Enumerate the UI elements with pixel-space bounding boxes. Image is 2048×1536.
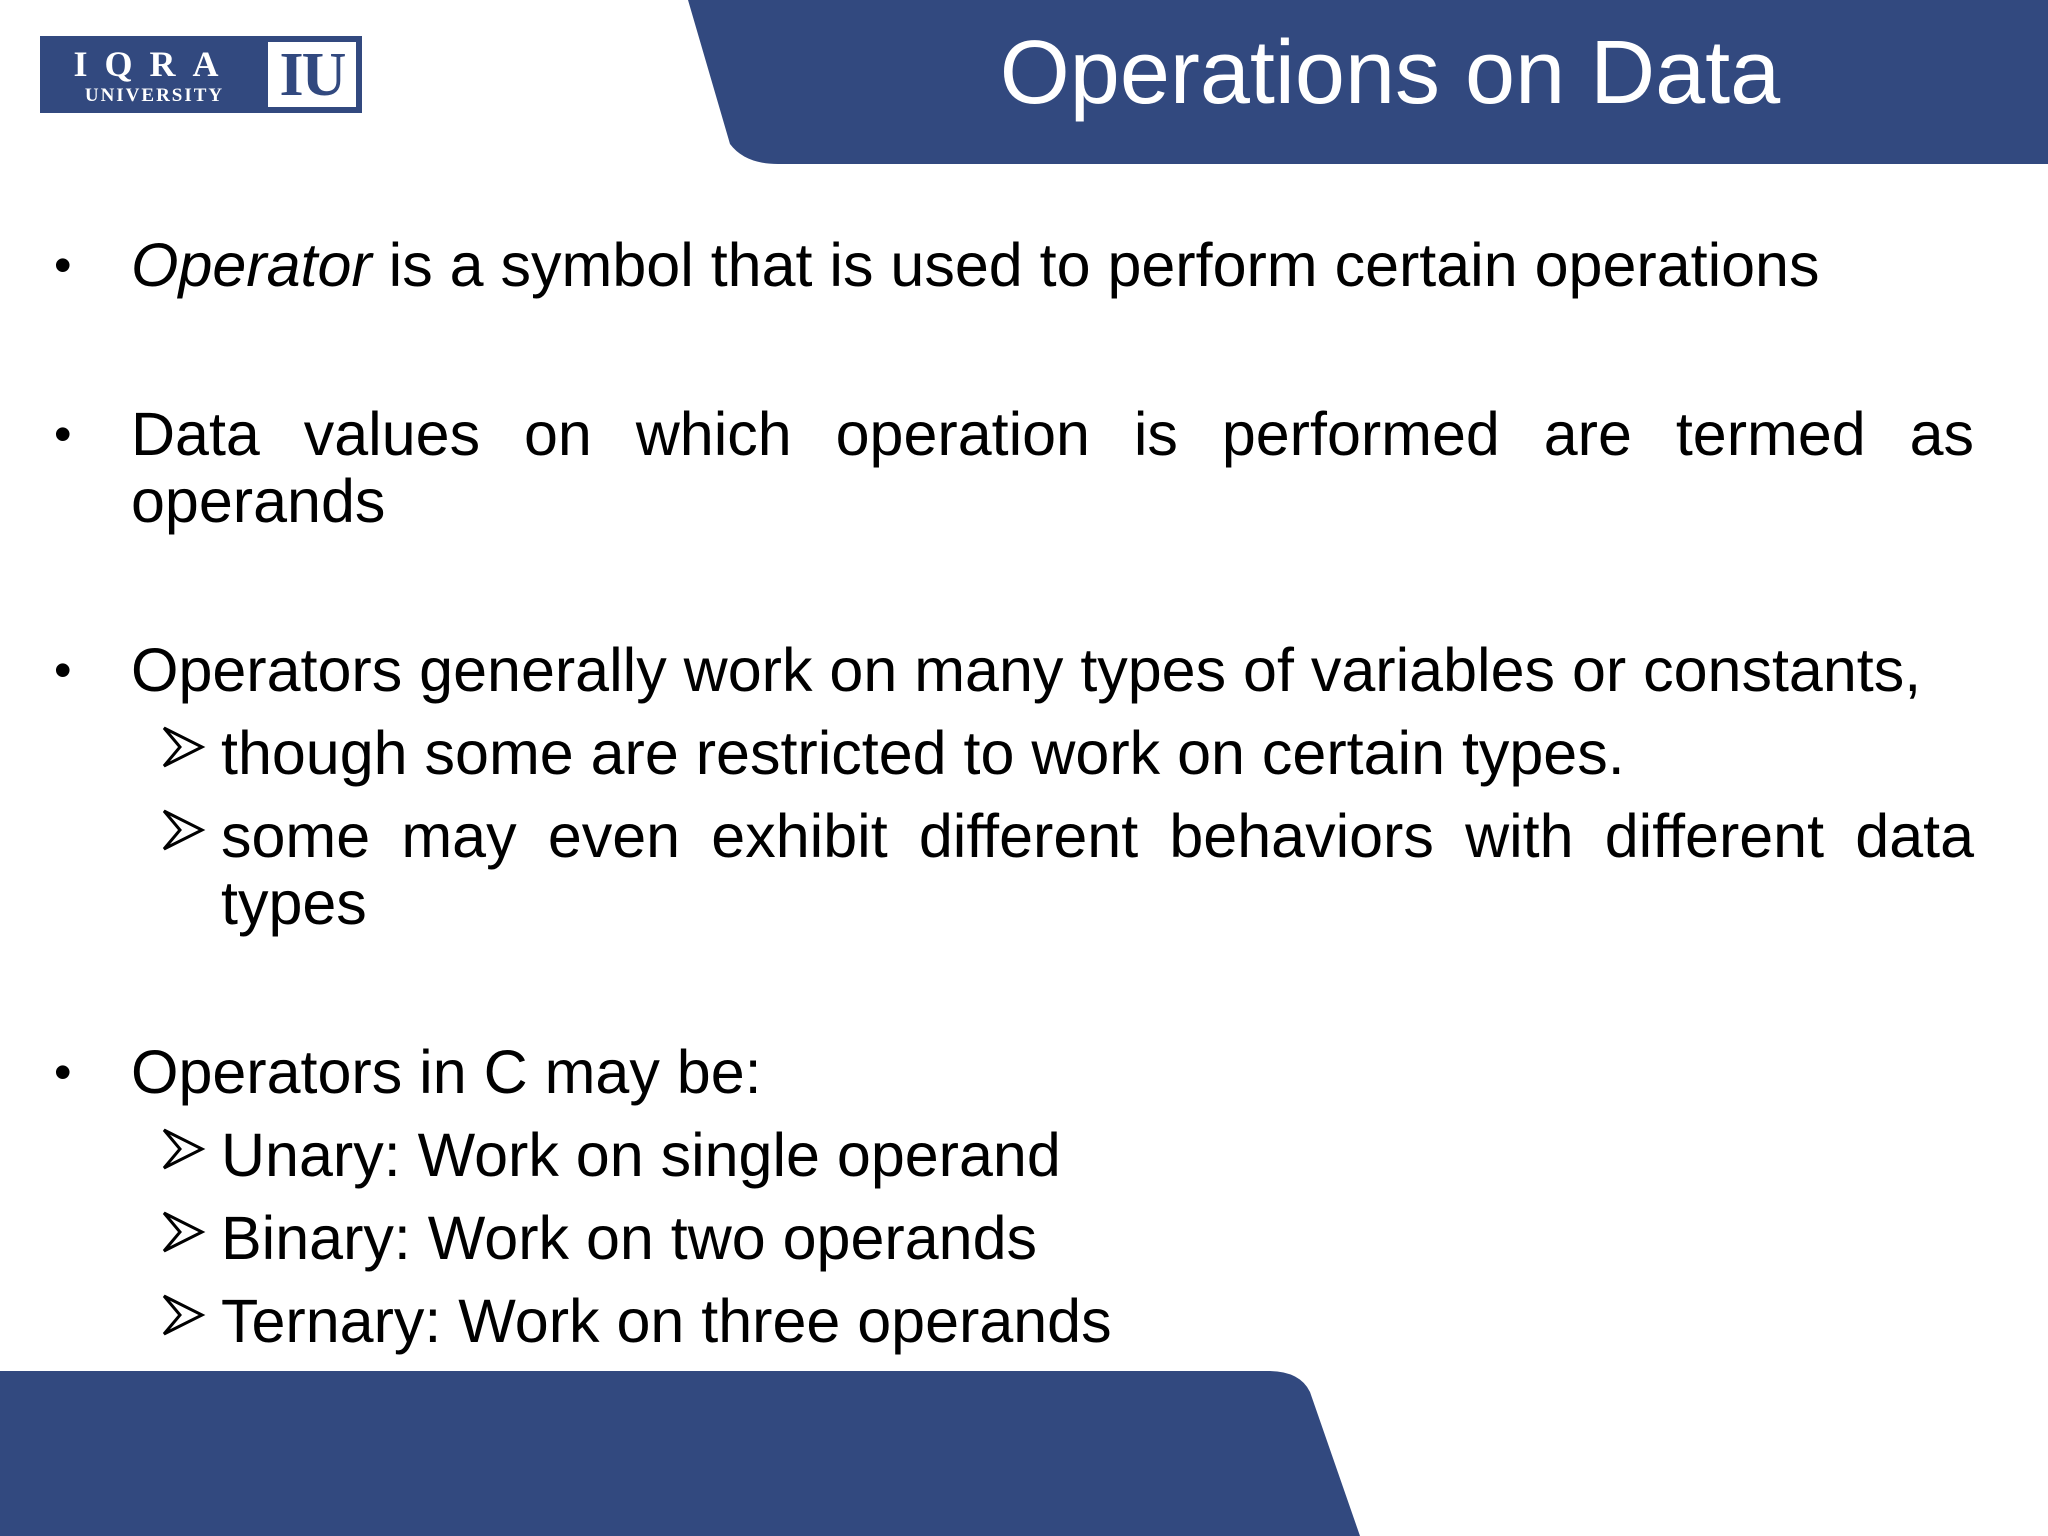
- bullet-dot-icon: •: [54, 1044, 72, 1100]
- sub-bullet-item: some may even exhibit different behaviors with different data types: [221, 802, 1974, 937]
- arrowhead-icon: [158, 1124, 208, 1174]
- arrowhead-icon: [158, 805, 208, 855]
- arrowhead-icon: [158, 1290, 208, 1340]
- bullet-item: [131, 232, 1974, 299]
- arrowhead-icon: [158, 722, 208, 772]
- sub-bullet-item: Ternary: Work on three operands: [221, 1287, 1112, 1355]
- logo-wordmark: [46, 42, 263, 107]
- bullet-item: Data values on which operation is performed are termed as operands: [131, 400, 1974, 535]
- bullet-dot-icon: •: [54, 406, 72, 462]
- sub-bullet-item: Unary: Work on single operand: [221, 1121, 1061, 1189]
- arrowhead-icon: [158, 1207, 208, 1257]
- bullet-term: Operator: [131, 231, 372, 299]
- footer-band: [0, 1371, 1360, 1536]
- logo-subtitle: UNIVERSITY: [84, 85, 225, 106]
- logo-word: IQRA: [73, 44, 236, 84]
- slide-title: Operations on Data: [999, 23, 1781, 123]
- bullet-item: Operators in C may be:: [131, 1038, 762, 1106]
- university-logo: [40, 36, 362, 113]
- logo-monogram: IU: [268, 42, 356, 107]
- bullet-dot-icon: •: [54, 237, 72, 293]
- bullet-text: is a symbol that is used to perform certain operations: [371, 231, 1820, 299]
- sub-bullet-item: though some are restricted to work on certain types.: [221, 719, 1625, 787]
- bullet-dot-icon: •: [54, 642, 72, 698]
- bullet-item: Operators generally work on many types of variables or constants,: [131, 636, 1922, 704]
- sub-bullet-item: Binary: Work on two operands: [221, 1204, 1037, 1272]
